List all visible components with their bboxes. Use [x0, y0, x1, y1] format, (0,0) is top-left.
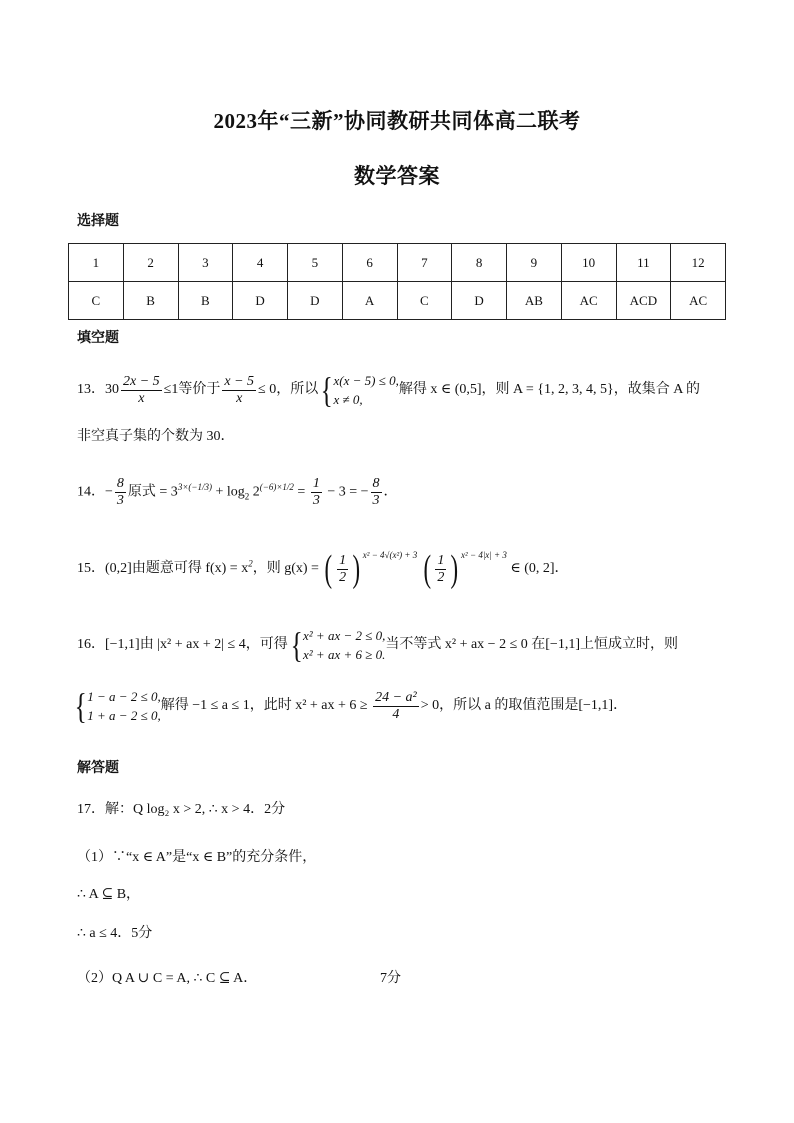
question-number-cell: 7	[397, 244, 452, 282]
fraction-numerator: 2x − 5	[123, 373, 160, 389]
q17-part1-line2: ∴ A ⊆ B，	[77, 887, 141, 902]
answer-cell: D	[233, 282, 288, 320]
q13-prefix: 13．30	[77, 382, 119, 398]
fraction-denominator: 2	[437, 569, 445, 585]
q16-case-system-2	[87, 687, 160, 725]
q14-fraction-1	[115, 476, 126, 509]
q16-fraction	[373, 690, 419, 723]
answer-cell: B	[123, 282, 178, 320]
q16-text-2: 解得 −1 ≤ a ≤ 1，此时 x² + ax + 6 ≥	[160, 698, 372, 714]
q14-fraction-3	[371, 476, 382, 509]
q14-exponent-1: 3×(−1/3)	[177, 482, 212, 493]
q14-text-5: − 3 = −	[323, 484, 369, 500]
q13-text-2: ≤ 0，所以	[258, 382, 319, 398]
q15-prefix: 15．(0,2]由题意可得 f(x) = x	[77, 561, 249, 577]
question-number-cell: 3	[178, 244, 233, 282]
fraction-numerator: 8	[116, 476, 124, 491]
fraction-numerator: 24 − a²	[375, 689, 417, 705]
fraction-numerator: x − 5	[224, 373, 255, 389]
page-title: 2023年“三新”协同教研共同体高二联考	[213, 109, 581, 133]
fraction-numerator: 8	[372, 476, 380, 491]
q14-text-4: =	[293, 484, 309, 500]
case-line: x² + ax − 2 ≤ 0,	[303, 628, 386, 643]
q16-case-system-1	[303, 626, 385, 664]
page-subtitle: 数学答案	[354, 164, 440, 188]
fraction-numerator: 1	[339, 552, 347, 568]
left-brace-icon: {	[74, 686, 87, 726]
q17-part1-line1: （1）∵“x ∈ A”是“x ∈ B”的充分条件，	[77, 850, 317, 865]
fraction-denominator: 3	[312, 493, 320, 508]
q17-line: 17．解：Q log₂ x > 2, ∴ x > 4．2分	[77, 802, 286, 817]
q14-prefix: 14．−	[77, 484, 113, 500]
q15-half-2	[435, 553, 446, 586]
fraction-denominator: 4	[392, 706, 400, 722]
question-number-cell: 10	[561, 244, 616, 282]
q17-part1-line3: ∴ a ≤ 4．5分	[77, 926, 153, 941]
q13-fraction-1	[121, 374, 162, 407]
answer-cell: A	[342, 282, 397, 320]
fill-heading: 填空题	[77, 331, 119, 346]
fraction-numerator: 1	[437, 552, 445, 568]
q14-text-2: + log	[211, 484, 245, 500]
left-paren-icon: (	[423, 548, 431, 590]
q13-text-3: 解得 x ∈ (0,5]，则 A = {1, 2, 3, 4, 5}，故集合 A 的	[398, 382, 701, 398]
q15-exponent-2: x² − 4√(x²) + 3	[362, 550, 418, 561]
answer-cell: C	[397, 282, 452, 320]
fraction-denominator: x	[138, 390, 145, 406]
answer-table-answer-row	[69, 282, 726, 320]
fraction-denominator: 3	[372, 493, 380, 508]
fraction-denominator: 2	[339, 569, 347, 585]
question-number-cell: 5	[288, 244, 343, 282]
question-number-cell: 4	[233, 244, 288, 282]
question-number-cell: 2	[123, 244, 178, 282]
question-number-cell: 6	[342, 244, 397, 282]
answer-table-number-row	[69, 244, 726, 282]
fraction-numerator: 1	[312, 476, 320, 491]
q16-prefix: 16．[−1,1]由 |x² + ax + 2| ≤ 4，可得	[77, 637, 288, 653]
case-line: 1 − a − 2 ≤ 0,	[87, 689, 161, 704]
left-brace-icon: {	[290, 625, 303, 665]
answer-cell: AC	[671, 282, 726, 320]
q14-answer	[77, 476, 398, 509]
q15-answer	[77, 550, 569, 588]
case-line: x(x − 5) ≤ 0,	[333, 373, 399, 388]
q16-answer	[77, 626, 678, 664]
answer-cell: AC	[561, 282, 616, 320]
answer-cell: D	[452, 282, 507, 320]
case-line: 1 + a − 2 ≤ 0,	[87, 708, 161, 723]
answer-cell: D	[288, 282, 343, 320]
answer-cell: B	[178, 282, 233, 320]
answer-cell: AB	[507, 282, 562, 320]
q14-text-3: 2	[249, 484, 260, 500]
answer-table	[68, 243, 726, 320]
q16-text-3: > 0，所以 a 的取值范围是[−1,1]．	[420, 698, 628, 714]
q13-line-2: 非空真子集的个数为 30．	[77, 429, 235, 444]
right-paren-icon: )	[450, 548, 459, 590]
q15-exponent-1: 2	[248, 558, 253, 569]
question-number-cell: 12	[671, 244, 726, 282]
q14-exponent-2: (−6)×1/2	[259, 482, 294, 493]
q16-answer-line-2	[72, 687, 627, 725]
fraction-denominator: 3	[116, 493, 124, 508]
q17-part2-score: 7分	[380, 971, 401, 986]
q14-text-1: 原式 = 3	[127, 484, 178, 500]
fraction-denominator: x	[236, 390, 243, 406]
answer-cell: C	[69, 282, 124, 320]
q13-case-system	[334, 371, 399, 409]
question-number-cell: 8	[452, 244, 507, 282]
question-number-cell: 11	[616, 244, 671, 282]
q17-part2-line1: （2）Q A ∪ C = A, ∴ C ⊆ A．	[77, 971, 258, 986]
q13-fraction-2	[222, 374, 256, 407]
q14-text-6: ．	[383, 484, 398, 500]
right-paren-icon: )	[352, 548, 361, 590]
q15-text-2: ∈ (0, 2]．	[510, 561, 569, 577]
q14-log-base: 2	[244, 491, 250, 502]
q14-fraction-2	[311, 476, 322, 509]
q13-text-1: ≤1等价于	[163, 382, 221, 398]
case-line: x² + ax + 6 ≥ 0.	[303, 647, 386, 662]
left-brace-icon: {	[320, 370, 333, 410]
q15-half-1	[337, 553, 348, 586]
answer-cell: ACD	[616, 282, 671, 320]
question-number-cell: 9	[507, 244, 562, 282]
left-paren-icon: (	[324, 548, 333, 590]
question-number-cell: 1	[69, 244, 124, 282]
q16-text-1: 当不等式 x² + ax − 2 ≤ 0 在[−1,1]上恒成立时，则	[385, 637, 678, 653]
choice-heading: 选择题	[77, 214, 119, 229]
q15-text-1: ，则 g(x) =	[252, 561, 323, 577]
solve-heading: 解答题	[77, 761, 119, 776]
q15-exponent-3: x² − 4|x| + 3	[461, 550, 507, 561]
q13-answer	[77, 371, 700, 409]
case-line: x ≠ 0,	[333, 392, 363, 407]
